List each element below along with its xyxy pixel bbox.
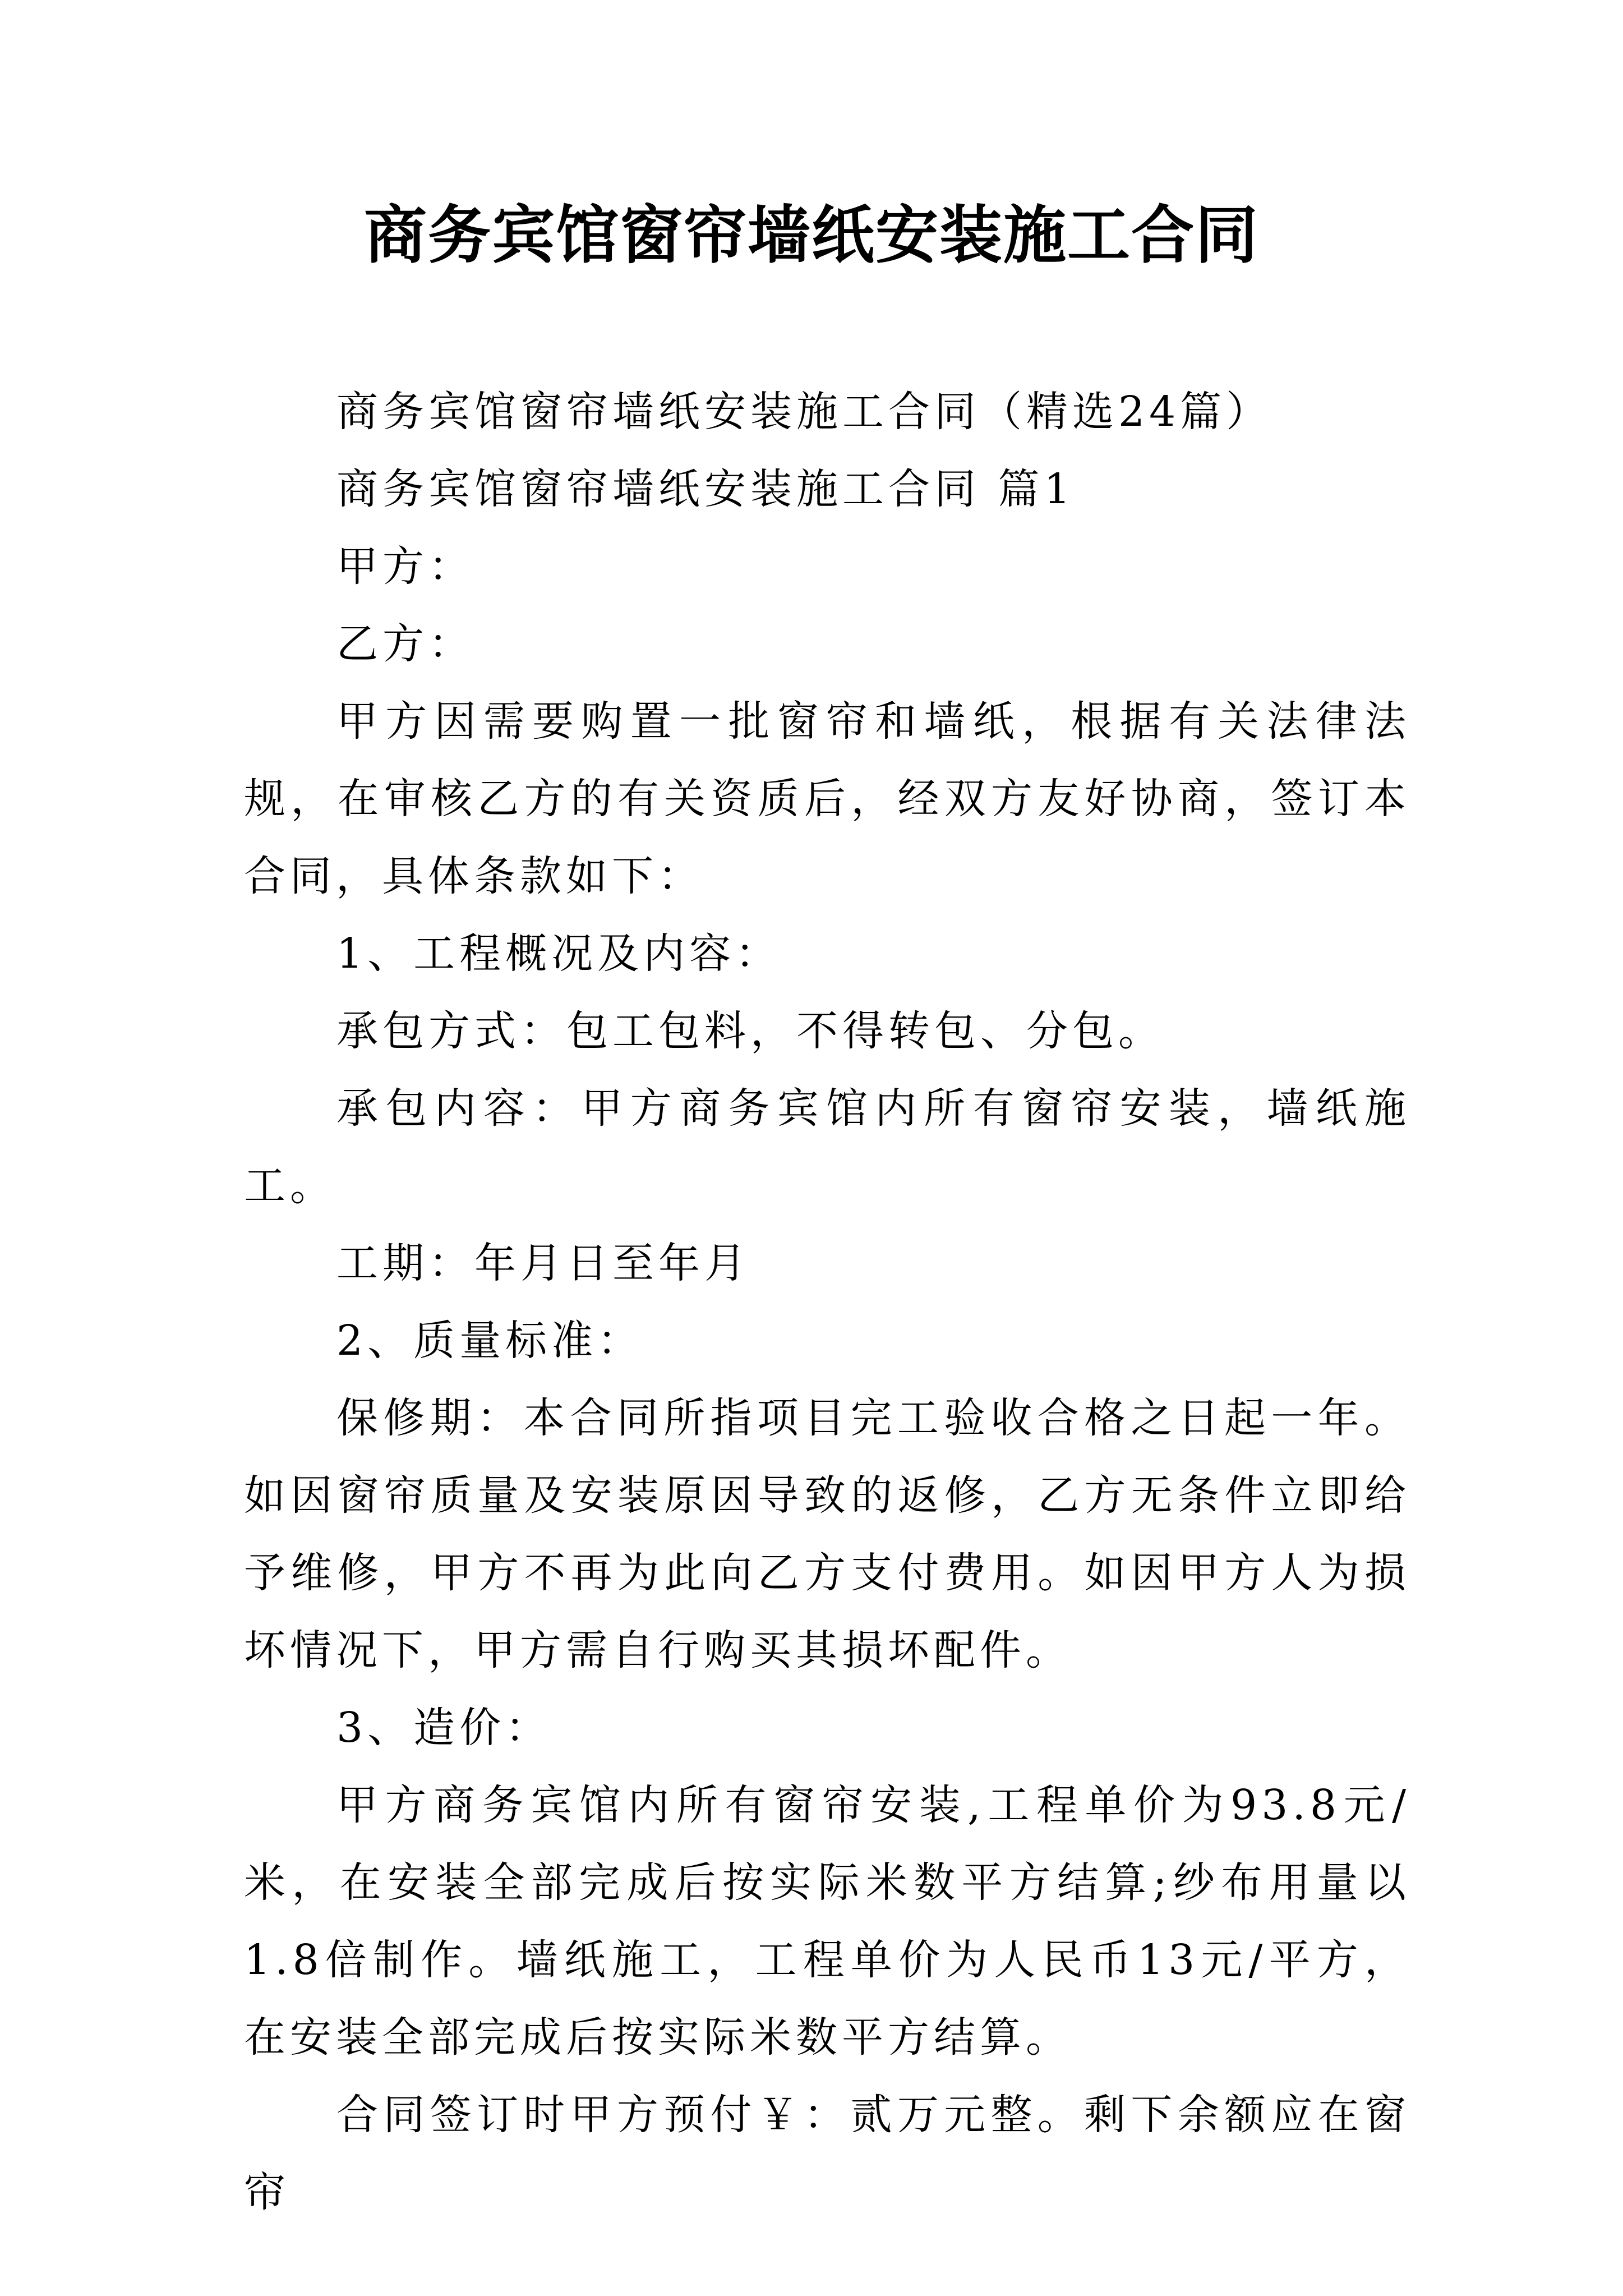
paragraph-clause-1-heading: 1、工程概况及内容：	[336, 930, 782, 978]
paragraph-payment: 合同签订时甲方预付￥：贰万元整。剩下余额应在窗帘	[244, 2091, 1410, 2216]
paragraph-party-b: 乙方：	[336, 620, 474, 668]
paragraph-section-heading: 商务宾馆窗帘墙纸安装施工合同 篇1	[336, 465, 1075, 513]
document-body	[244, 373, 1410, 2231]
paragraph-subtitle: 商务宾馆窗帘墙纸安装施工合同（精选24篇）	[336, 388, 1272, 436]
paragraph-warranty: 保修期：本合同所指项目完工验收合格之日起一年。如因窗帘质量及安装原因导致的返修，乙方无条件立即给予维修，甲方不再为此向乙方支付费用。如因甲方人为损坏情况下，甲方需自行购买其损坏配件。	[244, 1394, 1410, 1674]
paragraph-contract-content: 承包内容：甲方商务宾馆内所有窗帘安装，墙纸施工。	[244, 1084, 1410, 1210]
paragraph-contract-method: 承包方式：包工包料，不得转包、分包。	[336, 1007, 1164, 1055]
paragraph-clause-3-heading: 3、造价：	[336, 1704, 552, 1752]
paragraph-clause-2-heading: 2、质量标准：	[336, 1317, 644, 1365]
document-title: 商务宾馆窗帘墙纸安装施工合同	[364, 199, 1259, 272]
paragraph-preamble: 甲方因需要购置一批窗帘和墙纸，根据有关法律法规，在审核乙方的有关资质后，经双方友好协商，签订本合同，具体条款如下：	[244, 697, 1410, 900]
paragraph-party-a: 甲方：	[336, 542, 474, 591]
paragraph-pricing: 甲方商务宾馆内所有窗帘安装,工程单价为93.8元/米，在安装全部完成后按实际米数平方结算;纱布用量以1.8倍制作。墙纸施工，工程单价为人民币13元/平方，在安装全部完成后按实际米数平方结算。	[244, 1781, 1410, 2062]
paragraph-duration: 工期：年月日至年月	[336, 1239, 750, 1287]
